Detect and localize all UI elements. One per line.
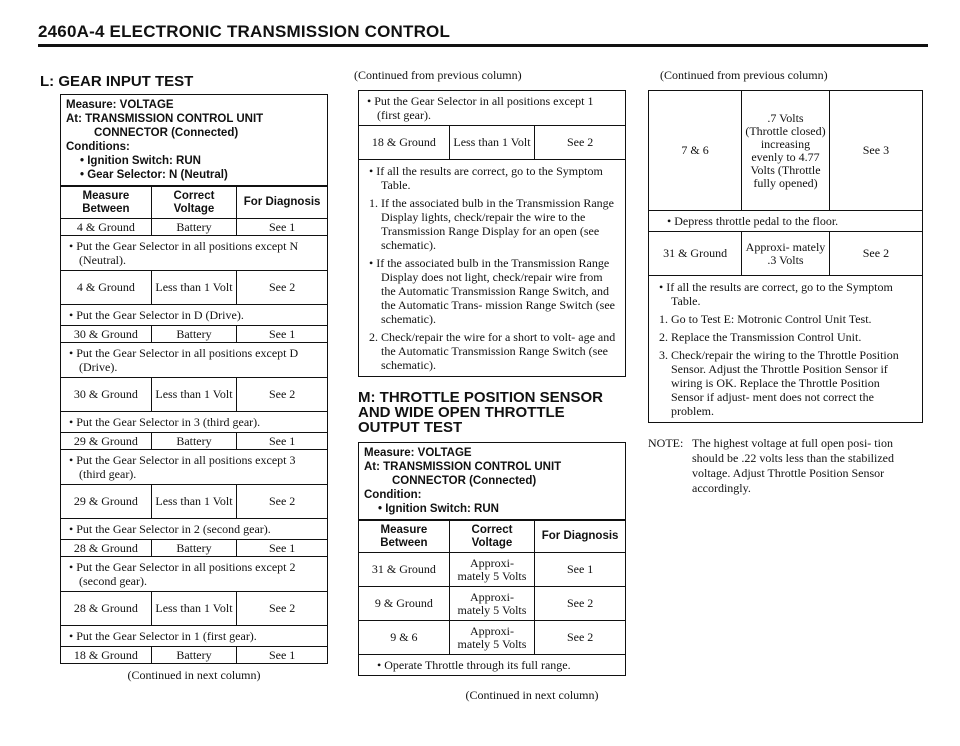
instruction: 3. Check/repair the wiring to the Throttle Position Sensor. Adjust the Throttle Position Sensor if wiring is OK. Replace the Throttle Position Sensor if adjust- ment does not correct the problem. xyxy=(659,348,899,418)
table-cell: 29 & Ground xyxy=(61,485,152,519)
table-cell: See 2 xyxy=(535,621,626,655)
note-block xyxy=(648,436,923,496)
condition-note: • Put the Gear Selector in all positions except N (Neutral). xyxy=(61,236,328,271)
table-cell: Approxi- mately 5 Volts xyxy=(449,621,534,655)
column-3 xyxy=(648,68,933,496)
condition-note: • Put the Gear Selector in D (Drive). xyxy=(61,305,328,326)
table-cell: See 2 xyxy=(237,485,328,519)
instruction: 2. Replace the Transmission Control Unit. xyxy=(659,330,862,344)
header-measure-between: Measure Between xyxy=(359,521,450,553)
continued-from-note: (Continued from previous column) xyxy=(660,68,828,82)
table-cell: See 2 xyxy=(535,126,626,160)
diagnosis-instructions xyxy=(358,160,626,377)
table-cell: 18 & Ground xyxy=(359,126,450,160)
table-cell: See 1 xyxy=(535,553,626,587)
table-cell: See 3 xyxy=(829,91,922,211)
condition-note: • Put the Gear Selector in all positions except 1 (first gear). xyxy=(359,91,626,126)
measure-line: At: TRANSMISSION CONTROL UNIT xyxy=(66,113,264,125)
header-measure-between: Measure Between xyxy=(61,187,152,219)
condition-note: • Put the Gear Selector in all positions except D (Drive). xyxy=(61,343,328,378)
instruction: 1. If the associated bulb in the Transmission Range Display lights, check/repair the wire to the Transmission Range Display for an open (see schematic). xyxy=(369,196,614,252)
condition-note: • Put the Gear Selector in 3 (third gear). xyxy=(61,412,328,433)
table-cell: Less than 1 Volt xyxy=(151,485,236,519)
header-for-diagnosis: For Diagnosis xyxy=(535,521,626,553)
measure-line: • Gear Selector: N (Neutral) xyxy=(80,169,228,181)
table-cell: See 1 xyxy=(237,433,328,450)
table-cell: 7 & 6 xyxy=(649,91,742,211)
section-title-l: L: GEAR INPUT TEST xyxy=(40,73,194,90)
measure-line: Measure: VOLTAGE xyxy=(66,99,174,111)
instruction: • If all the results are correct, go to the Symptom Table. xyxy=(369,164,603,192)
page-header: 2460A-4 ELECTRONIC TRANSMISSION CONTROL xyxy=(38,22,451,41)
throttle-table-continued xyxy=(648,90,923,276)
table-cell: 28 & Ground xyxy=(61,540,152,557)
table-cell: 4 & Ground xyxy=(61,271,152,305)
table-cell: 31 & Ground xyxy=(359,553,450,587)
measure-box xyxy=(60,94,328,186)
condition-note: • Put the Gear Selector in 2 (second gear). xyxy=(61,519,328,540)
condition-note: • Put the Gear Selector in all positions except 2 (second gear). xyxy=(61,557,328,592)
table-cell: Battery xyxy=(151,647,236,664)
gear-input-table xyxy=(60,186,328,664)
note-text: The highest voltage at full open posi- tion should be .22 volts less than the stabilized voltage. Adjust Throttle Position Sensor accordingly. xyxy=(692,436,894,495)
table-cell: Approxi- mately 5 Volts xyxy=(449,553,534,587)
table-cell: See 2 xyxy=(237,378,328,412)
instruction: 2. Check/repair the wire for a short to volt- age and the Automatic Transmission Range Switch (see schematic). xyxy=(369,330,616,372)
table-cell: See 1 xyxy=(237,326,328,343)
measure-line: • Ignition Switch: RUN xyxy=(378,503,499,515)
table-cell: Battery xyxy=(151,326,236,343)
table-cell: 9 & Ground xyxy=(359,587,450,621)
condition-note: • Operate Throttle through its full range. xyxy=(359,655,626,676)
table-cell: 9 & 6 xyxy=(359,621,450,655)
table-cell: Approxi- mately .3 Volts xyxy=(742,232,830,276)
instruction: • If all the results are correct, go to the Symptom Table. xyxy=(659,280,893,308)
table-cell: 31 & Ground xyxy=(649,232,742,276)
table-cell: Approxi- mately 5 Volts xyxy=(449,587,534,621)
condition-note: • Put the Gear Selector in all positions except 3 (third gear). xyxy=(61,450,328,485)
table-cell: See 2 xyxy=(237,592,328,626)
header-rule xyxy=(38,44,928,47)
table-cell: 4 & Ground xyxy=(61,219,152,236)
measure-box xyxy=(358,442,626,520)
condition-note: • Put the Gear Selector in 1 (first gear). xyxy=(61,626,328,647)
instruction: • If the associated bulb in the Transmission Range Display does not light, check/repair wire from the Automatic Transmission Range Switch, and the Automatic Trans- mission Range Switch (see schematic). xyxy=(369,256,615,326)
continued-note: (Continued in next column) xyxy=(127,668,261,682)
table-cell: See 2 xyxy=(829,232,922,276)
measure-line: CONNECTOR (Connected) xyxy=(94,127,239,139)
header-correct-voltage: Correct Voltage xyxy=(449,521,534,553)
note-label: NOTE: xyxy=(648,436,684,450)
header-correct-voltage: Correct Voltage xyxy=(151,187,236,219)
table-cell: Battery xyxy=(151,219,236,236)
table-cell: See 1 xyxy=(237,219,328,236)
gear-input-table-continued xyxy=(358,90,626,160)
section-title-m: M: THROTTLE POSITION SENSOR AND WIDE OPEN THROTTLE OUTPUT TEST xyxy=(358,389,604,436)
table-cell: 18 & Ground xyxy=(61,647,152,664)
measure-line: Conditions: xyxy=(66,141,130,153)
table-cell: See 1 xyxy=(237,647,328,664)
measure-line: Measure: VOLTAGE xyxy=(364,447,472,459)
continued-note: (Continued in next column) xyxy=(465,688,599,702)
table-cell: Less than 1 Volt xyxy=(449,126,534,160)
table-cell: Less than 1 Volt xyxy=(151,271,236,305)
table-cell: 29 & Ground xyxy=(61,433,152,450)
column-1 xyxy=(40,74,330,683)
header-for-diagnosis: For Diagnosis xyxy=(237,187,328,219)
column-2 xyxy=(346,68,636,703)
measure-line: • Ignition Switch: RUN xyxy=(80,155,201,167)
table-cell: Less than 1 Volt xyxy=(151,592,236,626)
table-cell: See 2 xyxy=(535,587,626,621)
diagnosis-instructions xyxy=(648,276,923,423)
table-cell: 30 & Ground xyxy=(61,326,152,343)
instruction: 1. Go to Test E: Motronic Control Unit Test. xyxy=(659,312,872,326)
table-cell: See 1 xyxy=(237,540,328,557)
table-cell: Battery xyxy=(151,433,236,450)
table-cell: 28 & Ground xyxy=(61,592,152,626)
measure-line: Condition: xyxy=(364,489,422,501)
table-cell: Less than 1 Volt xyxy=(151,378,236,412)
table-cell: 30 & Ground xyxy=(61,378,152,412)
measure-line: CONNECTOR (Connected) xyxy=(392,475,537,487)
table-cell: Battery xyxy=(151,540,236,557)
table-cell: See 2 xyxy=(237,271,328,305)
measure-line: At: TRANSMISSION CONTROL UNIT xyxy=(364,461,562,473)
throttle-table xyxy=(358,520,626,676)
table-cell: .7 Volts (Throttle closed) increasing evenly to 4.77 Volts (Throttle fully opened) xyxy=(742,91,830,211)
condition-note: • Depress throttle pedal to the floor. xyxy=(649,211,923,232)
continued-from-note: (Continued from previous column) xyxy=(354,68,522,82)
